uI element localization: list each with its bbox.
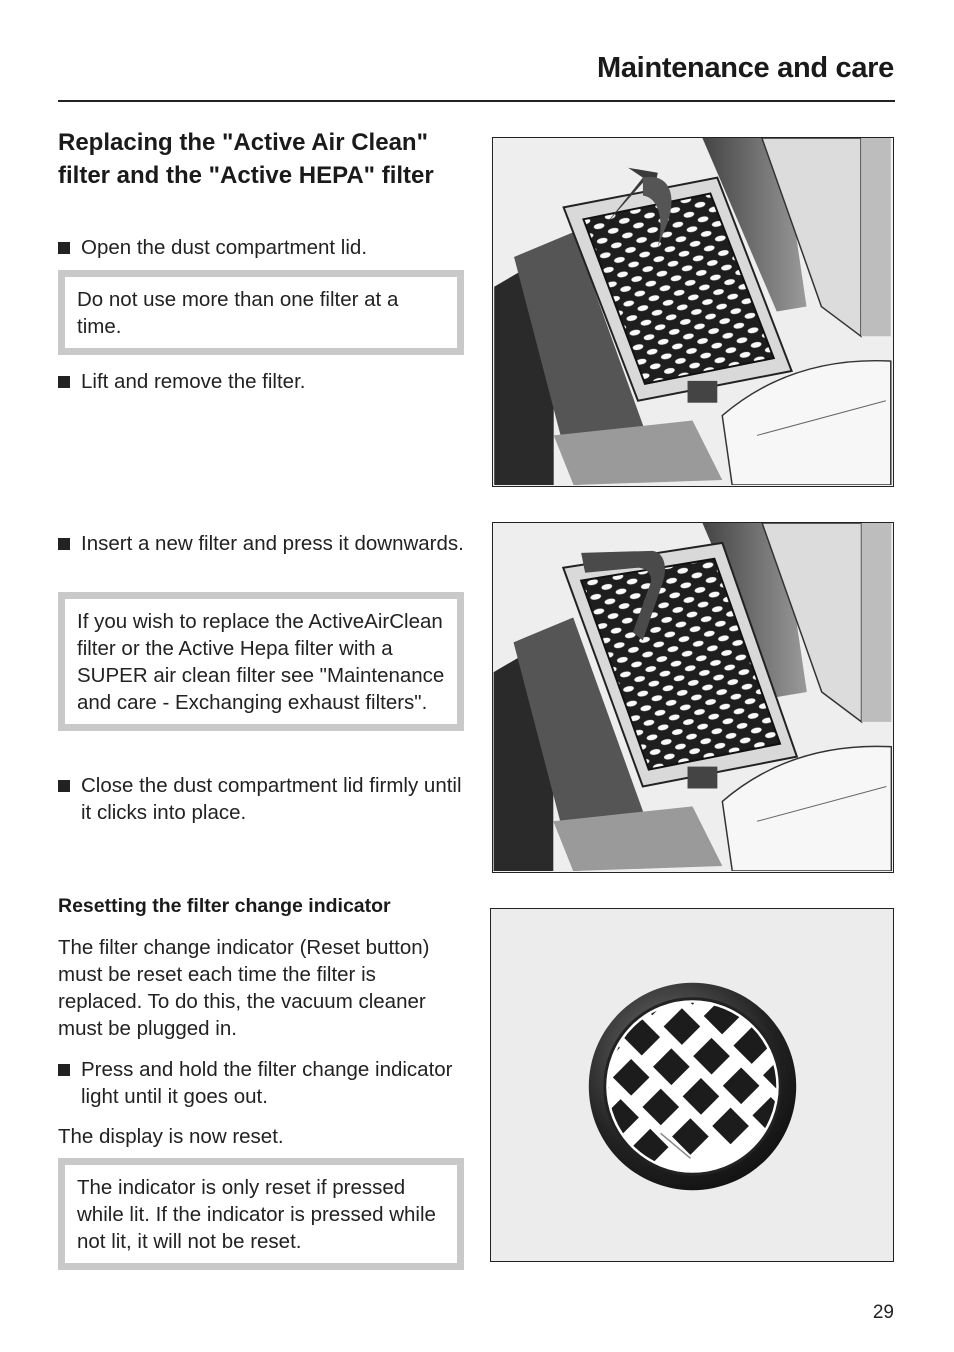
- filter-indicator-illustration: [491, 909, 892, 1260]
- step-lift-filter: [58, 368, 468, 395]
- bullet-icon: [58, 242, 70, 254]
- filter-insertion-illustration: [493, 523, 892, 871]
- reset-result: The display is now reset.: [58, 1125, 284, 1148]
- step-text: Close the dust compartment lid firmly until it clicks into place.: [81, 774, 462, 824]
- page-title: Maintenance and care: [597, 52, 894, 84]
- note-one-filter: Do not use more than one filter at a time.: [58, 270, 464, 355]
- step-press-indicator: [58, 1056, 468, 1110]
- step-text: Lift and remove the filter.: [81, 370, 306, 393]
- figure-insert-filter: [492, 522, 894, 873]
- header-divider: [58, 100, 895, 102]
- bullet-icon: [58, 376, 70, 388]
- bullet-icon: [58, 1064, 70, 1076]
- bullet-icon: [58, 780, 70, 792]
- step-text: Press and hold the filter change indicator light until it goes out.: [81, 1058, 453, 1108]
- reset-heading: Resetting the filter change indicator: [58, 895, 391, 917]
- step-text: Insert a new filter and press it downwards.: [81, 532, 464, 555]
- step-insert-filter: [58, 530, 468, 557]
- section-heading: Replacing the "Active Air Clean" filter and the "Active HEPA" filter: [58, 129, 434, 189]
- step-close-lid: [58, 772, 468, 826]
- reset-intro: The filter change indicator (Reset button) must be reset each time the filter is replaced. To do this, the vacuum cleaner must be plugged in.: [58, 936, 430, 1040]
- step-open-lid: [58, 234, 468, 261]
- note-super-air-clean: If you wish to replace the ActiveAirClean filter or the Active Hepa filter with a SUPER air clean filter see "Maintenance and care - Exchanging exhaust filters".: [58, 592, 464, 731]
- filter-removal-illustration: [493, 138, 892, 485]
- figure-remove-filter: [492, 137, 894, 487]
- page-number: 29: [872, 1302, 894, 1323]
- note-indicator-lit: The indicator is only reset if pressed while lit. If the indicator is pressed while not lit, it will not be reset.: [58, 1158, 464, 1270]
- bullet-icon: [58, 538, 70, 550]
- step-text: Open the dust compartment lid.: [81, 236, 368, 259]
- figure-filter-indicator: [490, 908, 894, 1262]
